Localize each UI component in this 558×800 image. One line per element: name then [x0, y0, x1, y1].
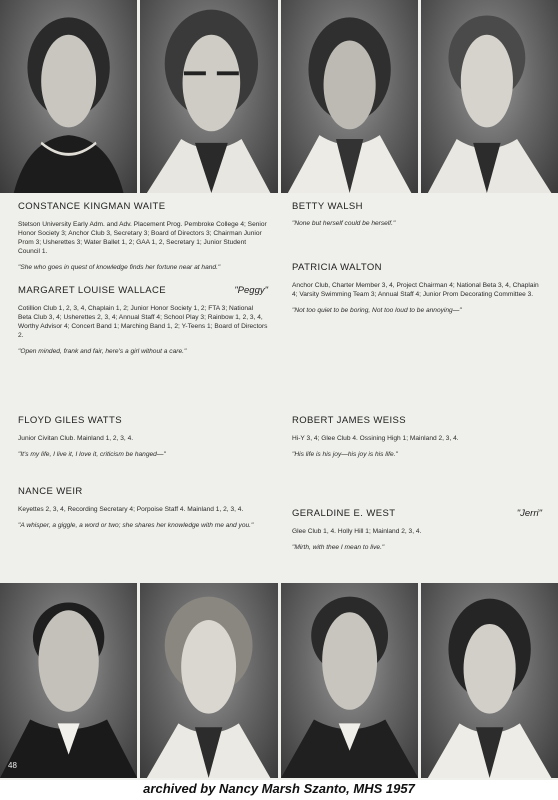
student-quote: "It's my life, I live it, I love it, criticism be hanged—"	[18, 451, 166, 458]
student-activities: Cotillion Club 1, 2, 3, 4, Chaplain 1, 2; Junior Honor Society 1, 2; FTA 3; National Beta Club 3, 4; Usherettes 2, 3, 4; Annual Staff 4; School Play 3; Rainbow 1, 2, 3, 4, Worthy Advisor 4; Concert Band 1; Marching Band 1, 2; Y-Teens 1; Board of Directors 2.	[18, 305, 268, 339]
senior-entry	[18, 201, 268, 272]
student-activities: Anchor Club, Charter Member 3, 4, Project Chairman 4; National Beta 3, 4, Chaplain 4; Varsity Swimming Team 3; Annual Staff 4; Junior Prom Decorating Committee 3.	[292, 282, 539, 298]
student-name: ROBERT JAMES WEISS	[292, 415, 407, 426]
student-quote: "Not too quiet to be boring, Not too loud to be annoying—"	[292, 307, 462, 314]
page-number: 48	[8, 761, 17, 770]
student-activities: Junior Civitan Club. Mainland 1, 2, 3, 4.	[18, 435, 134, 442]
portrait-photo	[140, 0, 277, 193]
student-activities: Hi-Y 3, 4; Glee Club 4. Ossining High 1; Mainland 2, 3, 4.	[292, 435, 459, 442]
student-quote: "Open minded, frank and fair, here's a girl without a care."	[18, 348, 187, 355]
student-quote: "None but herself could be herself."	[292, 220, 396, 227]
student-name: MARGARET LOUISE WALLACE	[18, 285, 167, 296]
student-nickname: "Peggy"	[234, 285, 268, 296]
senior-entry	[292, 201, 542, 228]
student-quote: "She who goes in quest of knowledge finds her fortune near at hand."	[18, 264, 221, 271]
senior-entry	[18, 415, 268, 459]
senior-entry	[292, 262, 542, 315]
senior-entry	[292, 508, 542, 552]
student-activities: Keyettes 2, 3, 4, Recording Secretary 4; Porpoise Staff 4. Mainland 1, 2, 3, 4.	[18, 506, 244, 513]
student-nickname: "Jerri"	[516, 508, 542, 519]
bottom-portrait-row	[0, 583, 558, 778]
senior-entry	[18, 486, 268, 530]
archive-caption: archived by Nancy Marsh Szanto, MHS 1957	[143, 781, 415, 796]
student-quote: "His life is his joy—his joy is his life."	[292, 451, 398, 458]
portrait-photo	[140, 583, 277, 778]
portrait-photo	[421, 583, 558, 778]
student-name: GERALDINE E. WEST	[292, 508, 396, 519]
student-quote: "Mirth, with thee I mean to live."	[292, 544, 385, 551]
student-activities: Stetson University Early Adm. and Adv. Placement Prog. Pembroke College 4; Senior Honor Society 3; Anchor Club 3, Secretary 3; Board of Directors 3; Chairman Junior Prom 3; Usherettes 3; Water Ballet 1, 2; GAA 1, 2, Secretary 1; Junior Student Council 1.	[18, 221, 267, 255]
top-portrait-row	[0, 0, 558, 193]
portrait-photo	[0, 0, 137, 193]
student-name: FLOYD GILES WATTS	[18, 415, 122, 426]
student-name: CONSTANCE KINGMAN WAITE	[18, 201, 166, 212]
student-activities: Glee Club 1, 4. Holly Hill 1; Mainland 2, 3, 4.	[292, 528, 422, 535]
senior-entry	[292, 415, 542, 459]
senior-entry	[18, 285, 268, 356]
portrait-photo	[421, 0, 558, 193]
student-name: BETTY WALSH	[292, 201, 363, 212]
student-name: NANCE WEIR	[18, 486, 83, 497]
portrait-photo	[281, 0, 418, 193]
student-quote: "A whisper, a giggle, a word or two; she shares her knowledge with me and you."	[18, 522, 254, 529]
portrait-photo	[281, 583, 418, 778]
student-name: PATRICIA WALTON	[292, 262, 382, 273]
portrait-photo	[0, 583, 137, 778]
